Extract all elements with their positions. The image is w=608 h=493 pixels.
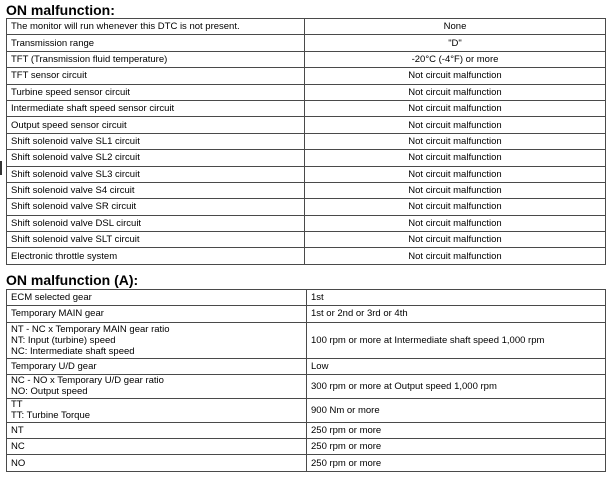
value-cell: Not circuit malfunction [305,100,606,116]
value-cell: Not circuit malfunction [305,150,606,166]
value-cell: Not circuit malfunction [305,84,606,100]
margin-change-bar [0,161,2,175]
condition-line: Temporary MAIN gear [11,308,104,320]
table-row [7,117,606,133]
section-title-on-malfunction: ON malfunction: [6,2,115,18]
condition-cell [7,306,307,322]
condition-cell [7,455,307,471]
value-cell: Not circuit malfunction [305,215,606,231]
value-cell: Not circuit malfunction [305,117,606,133]
table-row [7,455,606,471]
condition-cell: Electronic throttle system [7,248,305,264]
table-row [7,215,606,231]
table-row [7,439,606,455]
condition-line: TT: Turbine Torque [11,410,91,422]
condition-cell: TFT sensor circuit [7,68,305,84]
value-cell: Not circuit malfunction [305,199,606,215]
table-row [7,199,606,215]
condition-cell [7,439,307,455]
value-cell: 300 rpm or more at Output speed 1,000 rpm [307,374,606,398]
table-row [7,290,606,306]
table-row [7,358,606,374]
condition-cell: TFT (Transmission fluid temperature) [7,51,305,67]
condition-cell: Transmission range [7,35,305,51]
condition-line: NC: Intermediate shaft speed [11,345,135,357]
condition-cell [7,358,307,374]
value-cell: Not circuit malfunction [305,133,606,149]
table-row [7,422,606,438]
value-cell: Not circuit malfunction [305,68,606,84]
table-row [7,322,606,358]
condition-cell: The monitor will run whenever this DTC is not present. [7,19,305,35]
table-row [7,68,606,84]
table-row [7,232,606,248]
value-cell: Not circuit malfunction [305,248,606,264]
condition-line: NT: Input (turbine) speed [11,334,116,346]
table-row [7,306,606,322]
condition-cell: Shift solenoid valve S4 circuit [7,182,305,198]
on-malfunction-table [6,18,606,265]
table-row [7,84,606,100]
value-cell: Low [307,358,606,374]
on-malfunction-a-table [6,289,606,472]
condition-cell [7,374,307,398]
table-row [7,398,606,422]
value-cell: 250 rpm or more [307,422,606,438]
value-cell: -20°C (-4°F) or more [305,51,606,67]
condition-cell [7,422,307,438]
condition-cell: Shift solenoid valve SL2 circuit [7,150,305,166]
value-cell: Not circuit malfunction [305,166,606,182]
table-row [7,182,606,198]
condition-line: NT [11,425,24,437]
table-row [7,19,606,35]
value-cell: 100 rpm or more at Intermediate shaft speed 1,000 rpm [307,322,606,358]
condition-cell: Shift solenoid valve SL3 circuit [7,166,305,182]
table-row [7,150,606,166]
condition-line: NC [11,441,25,453]
value-cell: 1st [307,290,606,306]
condition-cell: Shift solenoid valve SL1 circuit [7,133,305,149]
condition-line: Temporary U/D gear [11,360,97,372]
table-row [7,100,606,116]
condition-cell: Intermediate shaft speed sensor circuit [7,100,305,116]
condition-cell [7,290,307,306]
value-cell: "D" [305,35,606,51]
condition-line: NO: Output speed [11,386,88,398]
condition-line: NC - NO x Temporary U/D gear ratio [11,375,164,387]
condition-line: ECM selected gear [11,292,92,304]
table-row [7,35,606,51]
condition-cell: Shift solenoid valve DSL circuit [7,215,305,231]
condition-cell: Turbine speed sensor circuit [7,84,305,100]
table-row [7,51,606,67]
value-cell: 250 rpm or more [307,455,606,471]
table-row [7,248,606,264]
value-cell: Not circuit malfunction [305,182,606,198]
table-row [7,166,606,182]
value-cell: 1st or 2nd or 3rd or 4th [307,306,606,322]
value-cell: 900 Nm or more [307,398,606,422]
table-row [7,133,606,149]
condition-cell [7,398,307,422]
condition-line: NT - NC x Temporary MAIN gear ratio [11,323,170,335]
value-cell: 250 rpm or more [307,439,606,455]
condition-cell: Output speed sensor circuit [7,117,305,133]
condition-line: NO [11,457,26,469]
condition-cell: Shift solenoid valve SR circuit [7,199,305,215]
section-title-on-malfunction-a: ON malfunction (A): [6,272,139,288]
value-cell: Not circuit malfunction [305,232,606,248]
value-cell: None [305,19,606,35]
condition-cell [7,322,307,358]
condition-cell: Shift solenoid valve SLT circuit [7,232,305,248]
table-row [7,374,606,398]
condition-line: TT [11,399,23,411]
